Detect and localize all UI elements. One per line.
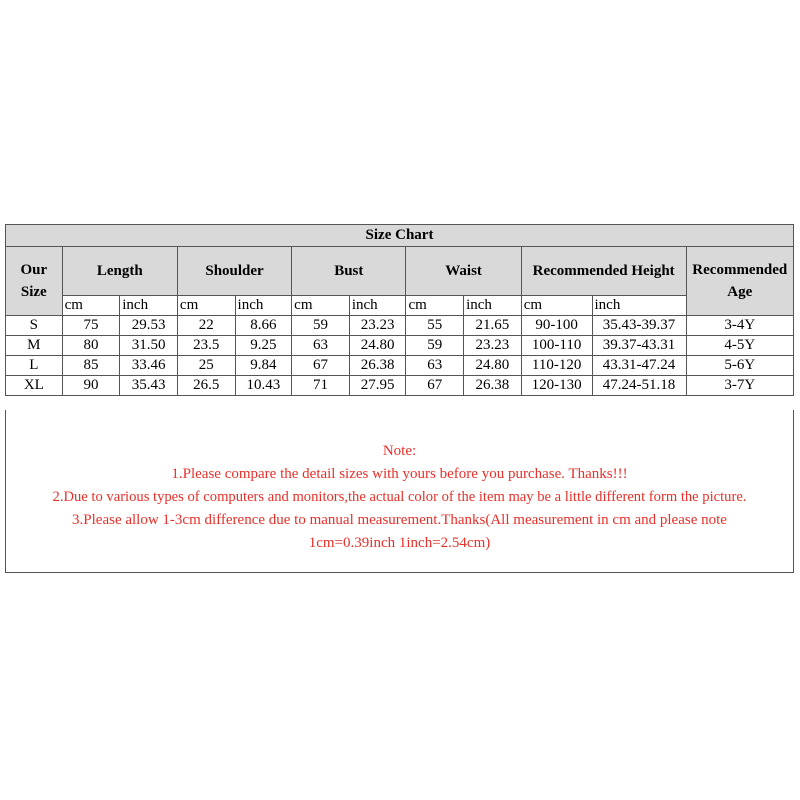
unit-cm: cm: [62, 296, 120, 316]
cell-bust-inch: 27.95: [349, 376, 406, 396]
cell-length-cm: 75: [62, 316, 120, 336]
notes-box: [5, 410, 794, 573]
header-our-size: Our Size: [6, 247, 63, 316]
header-waist: Waist: [406, 247, 521, 296]
cell-waist-inch: 21.65: [464, 316, 522, 336]
cell-shoulder-cm: 22: [177, 316, 235, 336]
header-recommended-age: Recommended Age: [686, 247, 793, 316]
cell-age: 4-5Y: [686, 336, 793, 356]
cell-shoulder-inch: 10.43: [235, 376, 292, 396]
header-recommended-height: Recommended Height: [521, 247, 686, 296]
cell-height-inch: 47.24-51.18: [592, 376, 686, 396]
cell-shoulder-inch: 8.66: [235, 316, 292, 336]
unit-inch: inch: [592, 296, 686, 316]
cell-height-cm: 90-100: [521, 316, 592, 336]
unit-cm: cm: [406, 296, 464, 316]
cell-waist-inch: 23.23: [464, 336, 522, 356]
unit-inch: inch: [349, 296, 406, 316]
cell-waist-inch: 26.38: [464, 376, 522, 396]
cell-height-inch: 43.31-47.24: [592, 356, 686, 376]
cell-bust-cm: 67: [292, 356, 350, 376]
header-length: Length: [62, 247, 177, 296]
cell-waist-cm: 59: [406, 336, 464, 356]
cell-height-inch: 39.37-43.31: [592, 336, 686, 356]
cell-age: 5-6Y: [686, 356, 793, 376]
unit-inch: inch: [464, 296, 522, 316]
cell-shoulder-inch: 9.84: [235, 356, 292, 376]
cell-height-inch: 35.43-39.37: [592, 316, 686, 336]
cell-length-cm: 80: [62, 336, 120, 356]
cell-length-cm: 85: [62, 356, 120, 376]
cell-age: 3-4Y: [686, 316, 793, 336]
unit-cm: cm: [521, 296, 592, 316]
cell-waist-cm: 67: [406, 376, 464, 396]
cell-size: S: [6, 316, 63, 336]
unit-inch: inch: [235, 296, 292, 316]
cell-length-inch: 33.46: [120, 356, 178, 376]
cell-size: M: [6, 336, 63, 356]
table-row: [6, 356, 794, 376]
unit-inch: inch: [120, 296, 178, 316]
unit-cm: cm: [292, 296, 350, 316]
cell-bust-inch: 26.38: [349, 356, 406, 376]
cell-length-inch: 35.43: [120, 376, 178, 396]
cell-age: 3-7Y: [686, 376, 793, 396]
cell-bust-cm: 59: [292, 316, 350, 336]
cell-shoulder-cm: 26.5: [177, 376, 235, 396]
cell-bust-cm: 71: [292, 376, 350, 396]
table-row: [6, 316, 794, 336]
cell-waist-cm: 55: [406, 316, 464, 336]
cell-height-cm: 120-130: [521, 376, 592, 396]
cell-length-inch: 31.50: [120, 336, 178, 356]
cell-height-cm: 110-120: [521, 356, 592, 376]
cell-shoulder-cm: 23.5: [177, 336, 235, 356]
cell-bust-inch: 23.23: [349, 316, 406, 336]
header-bust: Bust: [292, 247, 406, 296]
table-row: [6, 376, 794, 396]
cell-waist-cm: 63: [406, 356, 464, 376]
cell-waist-inch: 24.80: [464, 356, 522, 376]
note-heading: Note:: [382, 443, 417, 459]
cell-height-cm: 100-110: [521, 336, 592, 356]
cell-shoulder-cm: 25: [177, 356, 235, 376]
note-line-4: 1cm=0.39inch 1inch=2.54cm): [308, 535, 491, 551]
cell-bust-inch: 24.80: [349, 336, 406, 356]
table-row: [6, 336, 794, 356]
header-shoulder: Shoulder: [177, 247, 291, 296]
cell-length-cm: 90: [62, 376, 120, 396]
chart-title: Size Chart: [6, 225, 794, 247]
cell-length-inch: 29.53: [120, 316, 178, 336]
cell-size: XL: [6, 376, 63, 396]
unit-cm: cm: [177, 296, 235, 316]
cell-shoulder-inch: 9.25: [235, 336, 292, 356]
note-line-2: 2.Due to various types of computers and monitors,the actual color of the item may be a little different form the picture.: [52, 489, 747, 505]
size-chart-table: [5, 224, 794, 396]
cell-bust-cm: 63: [292, 336, 350, 356]
note-line-3: 3.Please allow 1-3cm difference due to manual measurement.Thanks(All measurement in cm and please note: [72, 512, 727, 528]
note-line-1: 1.Please compare the detail sizes with yours before you purchase. Thanks!!!: [171, 466, 628, 482]
cell-size: L: [6, 356, 63, 376]
